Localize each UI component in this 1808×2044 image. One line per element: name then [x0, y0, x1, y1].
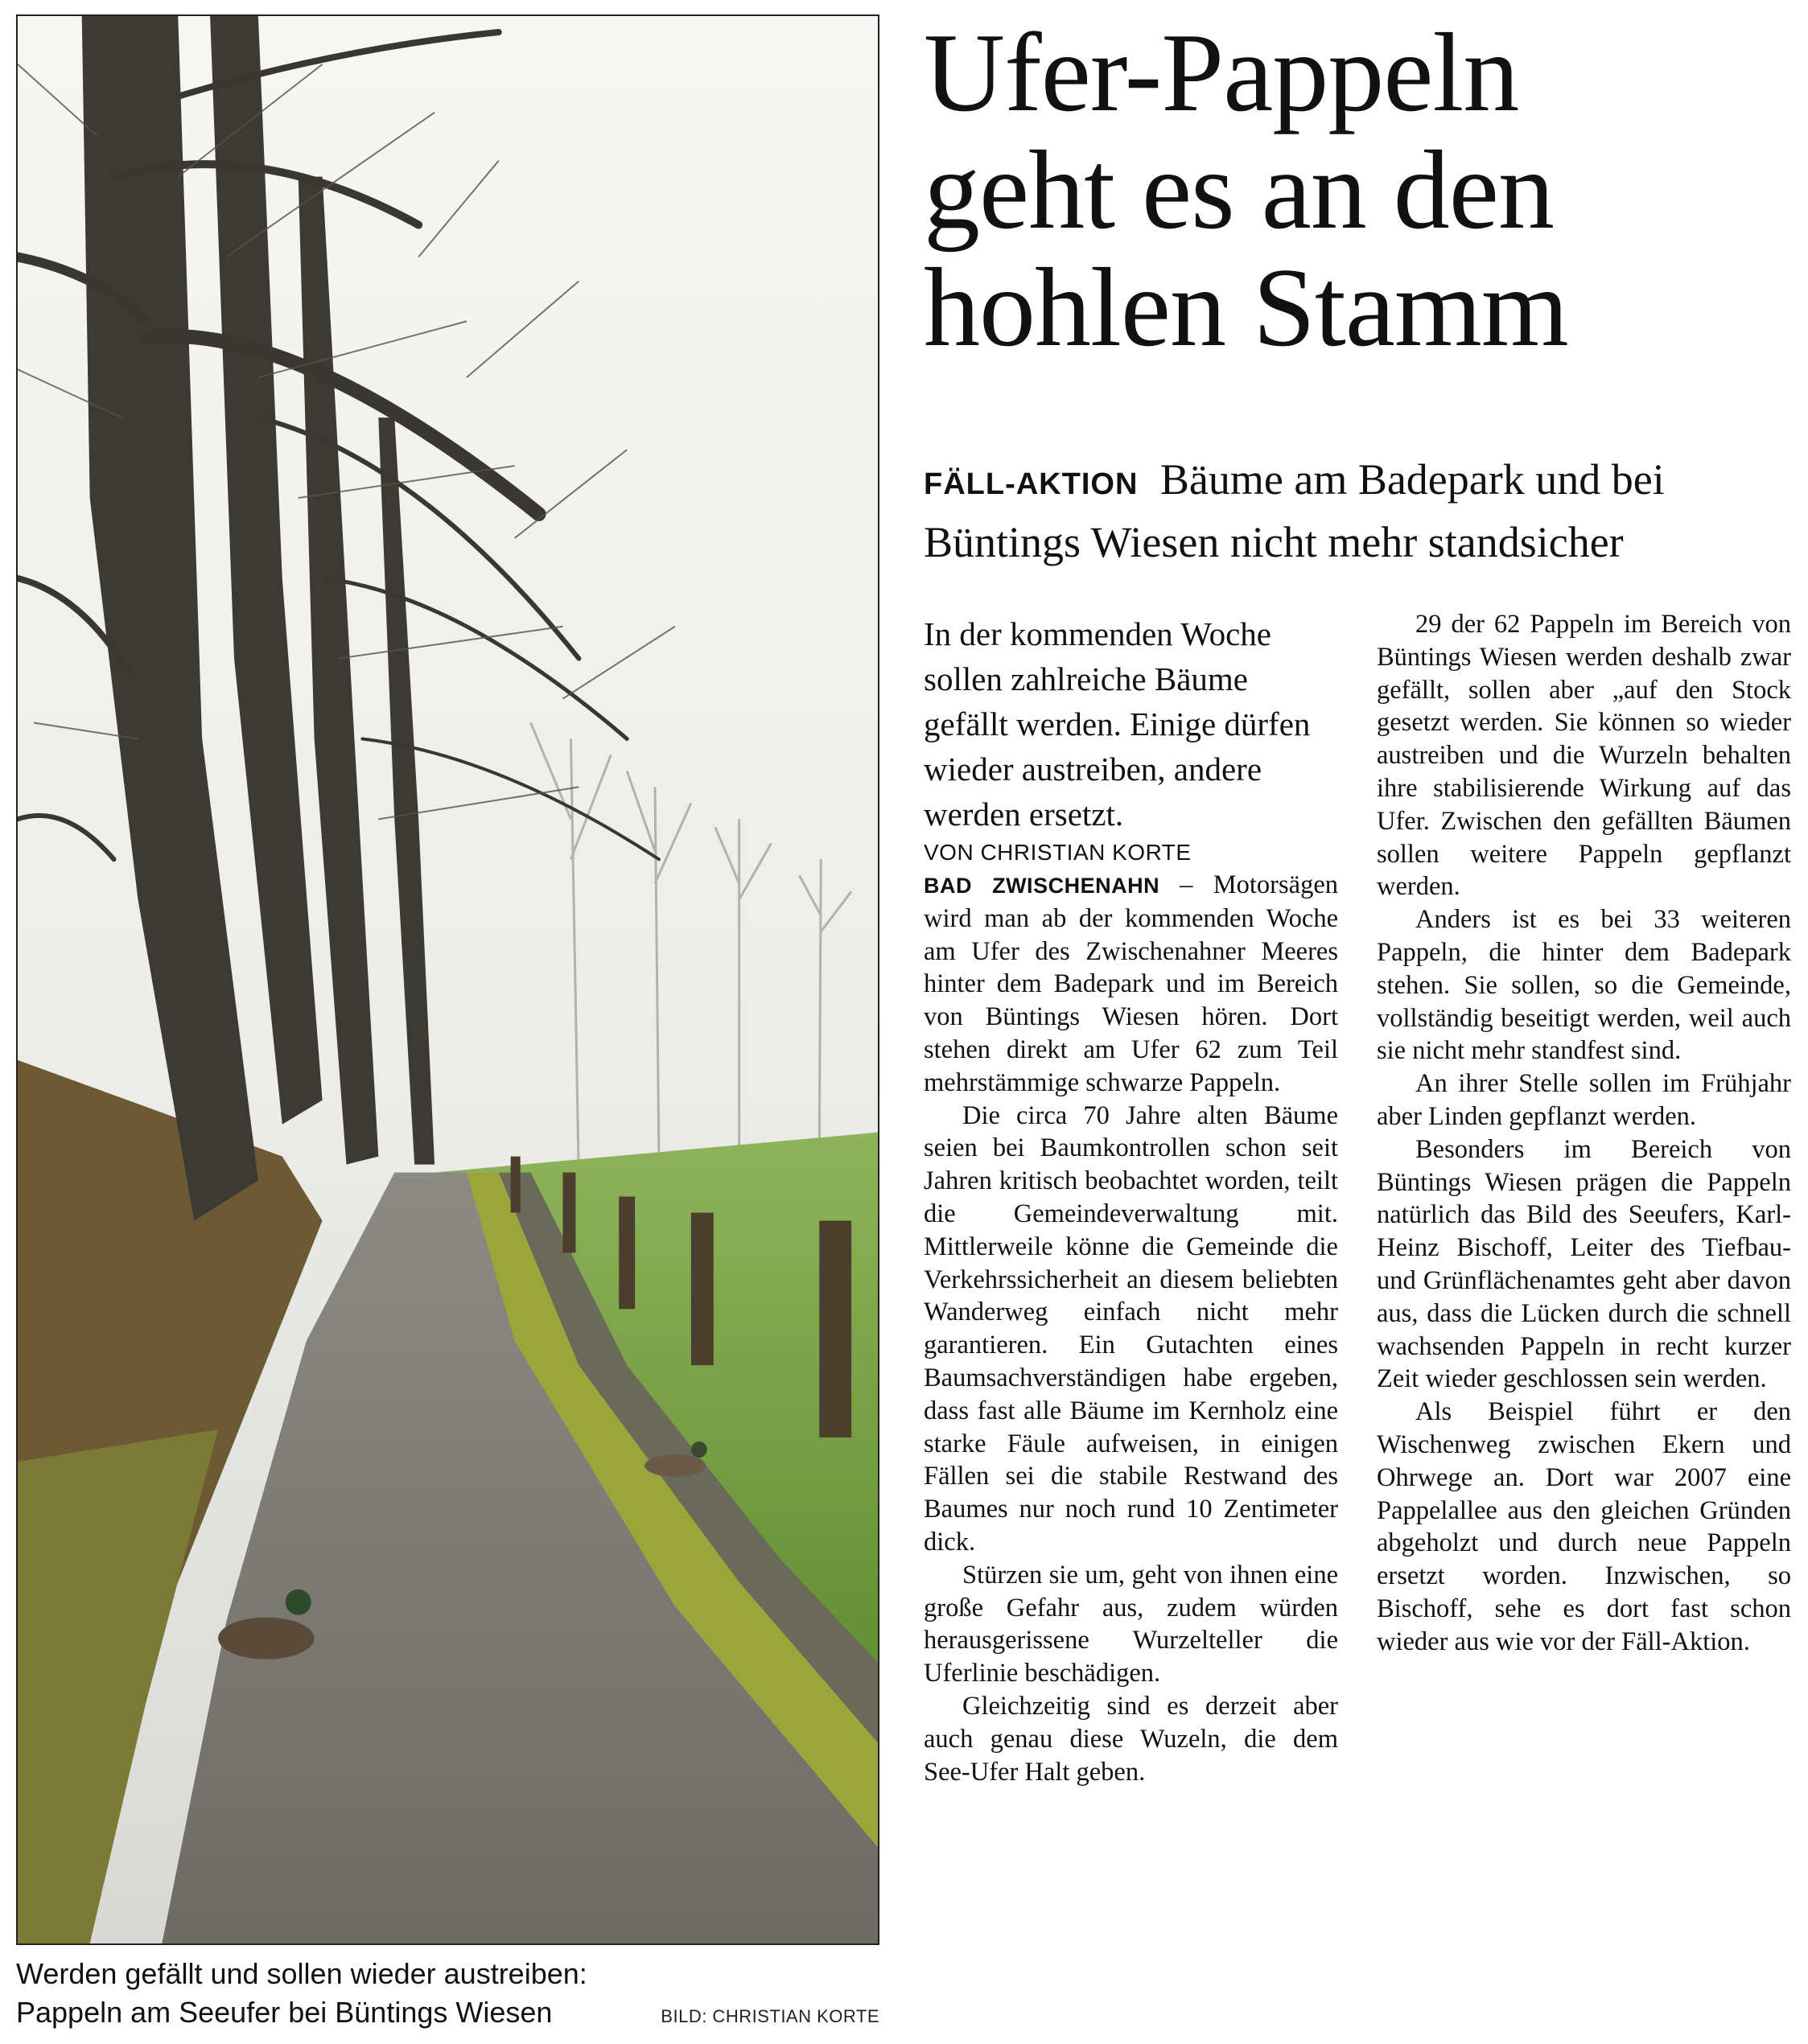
body-paragraph-6: Anders ist es bei 33 weiteren Pappeln, die hinter dem Badepark stehen. Sie sollen, so die Gemeinde, vollständig beseitigt werden, weil auch sie nicht mehr standfest sind. — [1377, 905, 1791, 1066]
body-paragraph-2: Die circa 70 Jahre alten Bäume seien bei Baumkontrollen schon seit Jahren kritisch beobachtet worden, teilt die Gemeindeverwaltung mit. Mittlerweile könne die Gemeinde die Verkehrssicherheit an diesem beliebten Wanderweg einfach nicht mehr garantieren. Ein Gutachten eines Baumsachverständigen habe ergeben, dass fast alle Bäume im Kernholz eine starke Fäule aufweisen, in einigen Fällen sei die stabile Restwand des Baumes nur noch rund 10 Zentimeter dick. — [924, 1100, 1338, 1557]
photo-caption-block — [16, 1955, 879, 2032]
article-photo — [16, 14, 879, 1945]
body-paragraph-7: An ihrer Stelle sollen im Frühjahr aber Linden gepflanzt werden. — [1377, 1069, 1791, 1131]
teaser: In der kommenden Woche sollen zahlreiche Bäume gefällt werden. Einige dürfen wieder austreiben, andere werden ersetzt. — [924, 615, 1311, 833]
headline-line-1: Ufer-Pappeln — [924, 10, 1519, 135]
body-paragraph-8: Besonders im Bereich von Büntings Wiesen prägen die Pappeln natürlich das Bild des Seeufers, Karl-Heinz Bischoff, Leiter des Tiefbau- und Grünflächenamtes geht aber davon aus, dass die Lücken durch die schnell wachsenden Pappeln in recht kurzer Zeit wieder geschlossen sein werden. — [1377, 1134, 1791, 1394]
headline-line-2: geht es an den — [924, 128, 1554, 253]
body-paragraph-1: BAD ZWISCHENAHN – Motorsägen wird man ab der kommenden Woche am Ufer des Zwischenahner Meeres hinter dem Badepark und im Bereich von Büntings Wiesen hören. Dort stehen direkt am Ufer 62 zum Teil mehrstämmige schwarze Pappeln. — [924, 870, 1339, 1097]
article-column-1 — [924, 611, 1338, 1788]
subheadline — [924, 450, 1801, 571]
subhead-text: Bäume am Badepark und bei Büntings Wiesen nicht mehr standsicher — [924, 455, 1665, 566]
body-paragraph-5: 29 der 62 Pappeln im Bereich von Büntings Wiesen werden deshalb zwar gefällt, sollen aber „auf den Stock gesetzt werden. Sie können so wieder austreiben und die Wurzeln behalten ihre stabilisierende Wirkung auf das Ufer. Zwischen den gefällten Bäumen sollen weitere Pappeln gepflanzt werden. — [1377, 610, 1791, 902]
article-column-2 — [1377, 608, 1791, 1659]
headline — [924, 10, 1801, 370]
path-trees-photo — [18, 16, 878, 1943]
subhead-kicker: FÄLL-AKTION — [924, 467, 1139, 501]
body-paragraph-3: Stürzen sie um, geht von ihnen eine große Gefahr aus, zudem würden herausgerissene Wurzelteller die Uferlinie beschädigen. — [924, 1560, 1338, 1688]
photo-caption: Werden gefällt und sollen wieder austreiben: Pappeln am Seeufer bei Büntings Wiesen — [16, 1957, 587, 2029]
dateline: BAD ZWISCHENAHN — [924, 874, 1160, 898]
byline: VON CHRISTIAN KORTE — [924, 840, 1192, 865]
body-paragraph-9: Als Beispiel führt er den Wischenweg zwischen Ekern und Ohrwege an. Dort war 2007 eine Pappelallee aus den gleichen Gründen abgeholzt und durch neue Pappeln ersetzt worden. Inzwischen, so Bischoff, sehe es dort fast schon wieder aus wie vor der Fäll-Aktion. — [1377, 1397, 1791, 1656]
photo-credit: BILD: CHRISTIAN KORTE — [661, 2006, 879, 2026]
headline-line-3: hohlen Stamm — [924, 245, 1568, 370]
body-paragraph-4: Gleichzeitig sind es derzeit aber auch genau diese Wuzeln, die dem See-Ufer Halt geben. — [924, 1691, 1338, 1787]
